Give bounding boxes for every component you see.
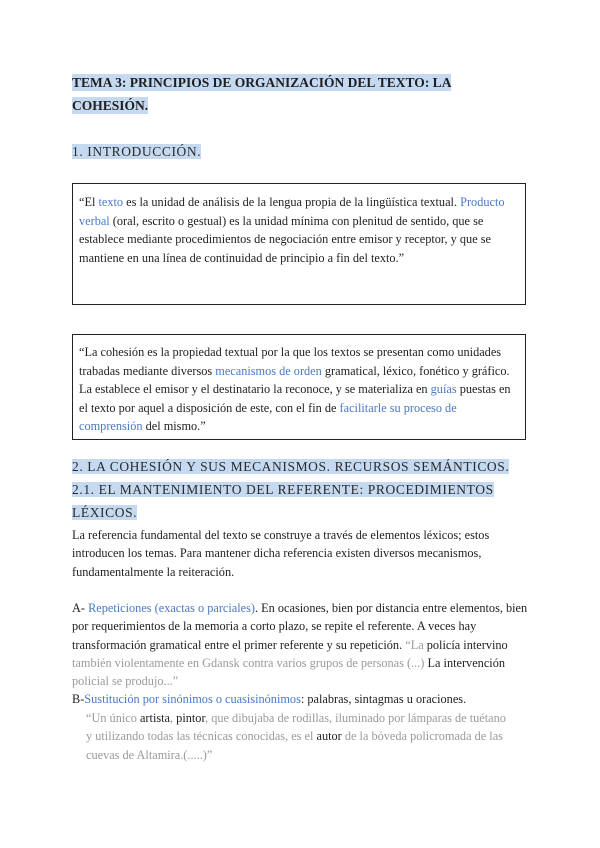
quote-box-texto xyxy=(72,183,526,305)
paraA-quote-1: “La xyxy=(405,637,427,652)
box2-text-3: puestas en el texto por aquel a disposición de este, con el fin de xyxy=(79,382,511,415)
paragraph-repeticiones xyxy=(72,599,532,690)
paraA-quote-2: también violentamente en Gdansk contra varios grupos de personas (...) xyxy=(72,655,428,670)
box1-term-producto-verbal: Producto verbal xyxy=(79,195,505,228)
paraB-quote-pintor: pintor xyxy=(176,711,206,725)
section-2-text: 2. LA COHESIÓN Y SUS MECANISMOS. RECURSOS SEMÁNTICOS. xyxy=(72,459,510,474)
section-intro-text: 1. INTRODUCCIÓN. xyxy=(72,144,202,159)
paraB-quote-2: , que dibujaba de rodillas, iluminado por lámparas de tuétano y utilizando todas las técnicas conocidas, es el xyxy=(86,711,506,744)
section-heading-intro xyxy=(72,140,201,163)
paraA-quote-policia: policía intervino xyxy=(426,637,508,652)
page-title xyxy=(72,71,472,117)
paraA-term-repeticiones: Repeticiones (exactas o parciales) xyxy=(88,601,256,615)
box2-term-mecanismos: mecanismos de orden xyxy=(215,363,322,378)
paragraph-sustitucion-quote xyxy=(86,709,506,764)
section-heading-2-1 xyxy=(72,478,494,524)
section-2-1-line-2: LÉXICOS. xyxy=(72,505,138,520)
box2-term-facilitarle: facilitarle su proceso de comprensión xyxy=(79,400,457,434)
box1-text-1: “El xyxy=(79,195,99,209)
paraA-text: . En ocasiones, bien por distancia entre elementos, bien por requerimientos de la memoria a corto plazo, se repite el referente. A veces hay transformación gramatical entre el primer referente y su repetición. xyxy=(72,601,528,652)
paraB-label: B- xyxy=(72,692,85,706)
box1-text-2: es la unidad de análisis de la lengua propia de la lingüística textual. xyxy=(123,195,461,209)
paragraph-sustitucion xyxy=(72,690,532,708)
section-heading-2 xyxy=(72,455,509,478)
paraB-quote-3: de la bóveda policromada de las cuevas de Altamira.(.....)” xyxy=(86,729,503,762)
paraA-quote-intervencion: La intervención xyxy=(427,655,505,670)
paraB-quote-comma: , xyxy=(170,711,177,725)
quote-box-cohesion xyxy=(72,334,526,440)
paraA-quote-3: policial se produjo...” xyxy=(72,674,179,689)
paraB-quote-artista: artista xyxy=(139,711,171,725)
box2-text-1: “La cohesión es la propiedad textual por la que los textos se presentan como unidades trabadas mediante diversos xyxy=(79,345,502,378)
box1-term-texto: texto xyxy=(98,195,124,209)
box2-text-2: gramatical, léxico, fonético y gráfico. La establece el emisor y el destinatario la reconoce, y se materializa en xyxy=(79,363,510,397)
paragraph-referencia: La referencia fundamental del texto se construye a través de elementos léxicos; estos introducen los temas. Para mantener dicha referencia existen diversos mecanismos, fundamentalmente la reiteración. xyxy=(72,528,490,579)
paraB-quote-1: “Un único xyxy=(86,711,140,725)
title-line-2: COHESIÓN. xyxy=(72,98,149,113)
paraB-quote-autor: autor xyxy=(316,729,342,744)
section-2-1-line-1: 2.1. EL MANTENIMIENTO DEL REFERENTE: PROCEDIMIENTOS xyxy=(72,482,494,497)
box2-term-guias: guías xyxy=(430,382,457,397)
box1-text-3: (oral, escrito o gestual) es la unidad mínima con plenitud de sentido, que se establece mediante procedimientos de negociación entre emisor y receptor, y que se mantiene en una línea de continuidad de principio a fin del texto.” xyxy=(79,213,491,265)
paraB-text: : palabras, sintagmas u oraciones. xyxy=(300,692,467,706)
title-line-1: TEMA 3: PRINCIPIOS DE ORGANIZACIÓN DEL TEXTO: LA xyxy=(72,75,452,90)
paraB-term-sustitucion: Sustitución por sinónimos o cuasisinónimos xyxy=(84,692,301,706)
paraA-label: A- xyxy=(72,601,89,615)
box2-text-4: del mismo.” xyxy=(142,419,206,434)
